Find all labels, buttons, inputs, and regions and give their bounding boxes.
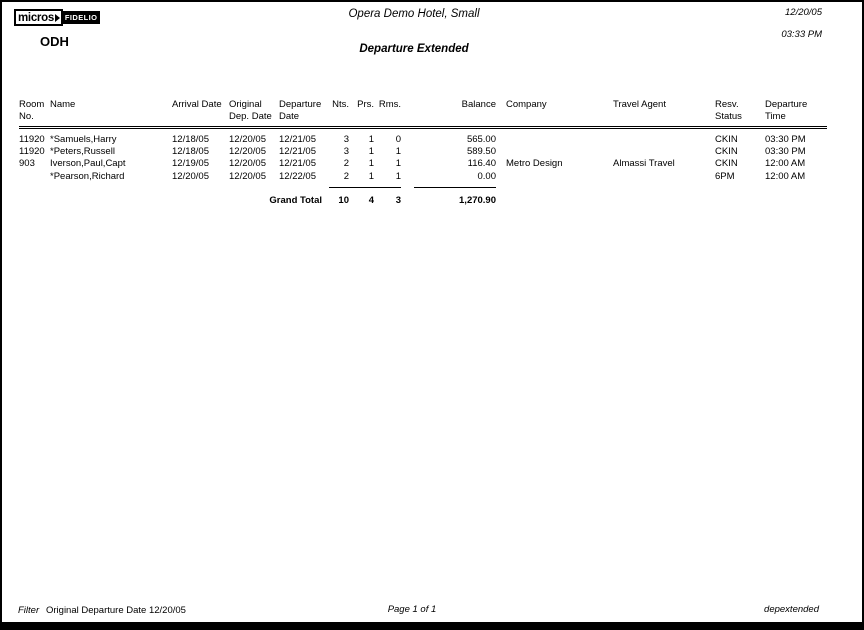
col-header-company: Company [506, 97, 613, 128]
grand-total-rms: 3 [395, 195, 401, 207]
grand-total-label: Grand Total [269, 195, 322, 207]
col-header-rms: Rms. [374, 97, 401, 128]
cell-prs: 1 [368, 158, 374, 170]
cell-resv-status: 6PM [715, 170, 735, 182]
grand-total-row [19, 188, 827, 207]
col-header-name: Name [50, 97, 172, 128]
cell-travel-agent: Almassi Travel [613, 158, 675, 170]
filter-value: Original Departure Date 12/20/05 [46, 605, 186, 616]
cell-room-no: 11920 [19, 145, 45, 157]
cell-departure-time: 12:00 AM [765, 170, 806, 182]
col-header-departure-time: Departure Time [765, 97, 827, 128]
cell-original-dep-date: 12/20/05 [229, 133, 266, 145]
cell-name: Iverson,Paul,Capt [50, 158, 126, 170]
grand-total-prs: 4 [368, 195, 374, 207]
cell-nts: 2 [343, 170, 349, 182]
print-date: 12/20/05 [785, 7, 822, 18]
col-header-prs: Prs. [349, 97, 374, 128]
cell-rms: 1 [395, 145, 401, 157]
cell-arrival-date: 12/18/05 [172, 145, 209, 157]
logo-micros-text: micros [18, 11, 54, 24]
table-row [19, 146, 827, 158]
cell-departure-date: 12/21/05 [279, 133, 316, 145]
report-code: depextended [764, 604, 819, 615]
cell-name: *Peters,Russell [50, 145, 115, 157]
cell-company: Metro Design [506, 158, 563, 170]
hotel-name: Opera Demo Hotel, Small [348, 8, 480, 20]
cell-resv-status: CKIN [715, 158, 738, 170]
grand-total-nts: 10 [338, 195, 349, 207]
cell-arrival-date: 12/20/05 [172, 170, 209, 182]
cell-resv-status: CKIN [715, 145, 738, 157]
cell-nts: 3 [343, 133, 349, 145]
departure-table-body [19, 128, 827, 184]
cell-balance: 116.40 [467, 158, 496, 170]
cell-arrival-date: 12/18/05 [172, 133, 209, 145]
cell-rms: 1 [395, 170, 401, 182]
cell-departure-date: 12/21/05 [279, 158, 316, 170]
col-header-balance: Balance [401, 97, 496, 128]
cell-nts: 3 [343, 145, 349, 157]
filter-label: Filter [18, 605, 40, 616]
cell-room-no: 903 [19, 158, 35, 170]
table-row [19, 171, 827, 183]
col-spacer [496, 97, 506, 128]
page-info: Page 1 of 1 [387, 604, 437, 615]
cell-balance: 565.00 [466, 133, 496, 145]
cell-original-dep-date: 12/20/05 [229, 145, 266, 157]
col-header-travel-agent: Travel Agent [613, 97, 715, 128]
cell-balance: 0.00 [477, 170, 496, 182]
col-header-arrival-date: Arrival Date [172, 97, 229, 128]
cell-departure-time: 03:30 PM [765, 145, 806, 157]
cell-room-no: 11920 [19, 133, 45, 145]
col-header-departure-date: Departure Date [279, 97, 329, 128]
cell-arrival-date: 12/19/05 [172, 158, 209, 170]
cell-room-no [19, 171, 50, 183]
table-header-row [19, 97, 827, 128]
bottom-bar [2, 622, 862, 628]
cell-prs: 1 [368, 133, 374, 145]
cell-company [506, 146, 613, 158]
grand-total-balance: 1,270.90 [459, 195, 496, 207]
logo-fidelio-text: FIDELIO [64, 13, 98, 22]
cell-nts: 2 [343, 158, 349, 170]
cell-departure-time: 12:00 AM [765, 158, 806, 170]
cell-original-dep-date: 12/20/05 [229, 170, 266, 182]
cell-prs: 1 [368, 145, 374, 157]
cell-prs: 1 [368, 170, 374, 182]
col-header-room: Room No. [19, 97, 50, 128]
cell-rms: 0 [395, 133, 401, 145]
cell-name: *Pearson,Richard [50, 170, 125, 182]
report-title: Departure Extended [359, 43, 469, 55]
cell-name: *Samuels,Harry [50, 133, 117, 145]
cell-balance: 589.50 [466, 145, 496, 157]
col-header-original-dep-date: Original Dep. Date [229, 97, 279, 128]
cell-company [506, 134, 613, 146]
cell-company [506, 171, 613, 183]
property-code: ODH [40, 34, 69, 49]
cell-travel-agent [613, 134, 715, 146]
departure-table-totals [19, 183, 827, 207]
print-time: 03:33 PM [781, 29, 822, 40]
cell-departure-time: 03:30 PM [765, 133, 806, 145]
cell-travel-agent [613, 146, 715, 158]
cell-rms: 1 [395, 158, 401, 170]
cell-original-dep-date: 12/20/05 [229, 158, 266, 170]
col-header-resv-status: Resv. Status [715, 97, 765, 128]
cell-travel-agent [613, 171, 715, 183]
cell-resv-status: CKIN [715, 133, 738, 145]
col-header-nts: Nts. [329, 97, 349, 128]
cell-departure-date: 12/21/05 [279, 145, 316, 157]
table-row [19, 158, 827, 170]
departure-table [19, 97, 827, 208]
table-row [19, 134, 827, 146]
cell-departure-date: 12/22/05 [279, 170, 316, 182]
